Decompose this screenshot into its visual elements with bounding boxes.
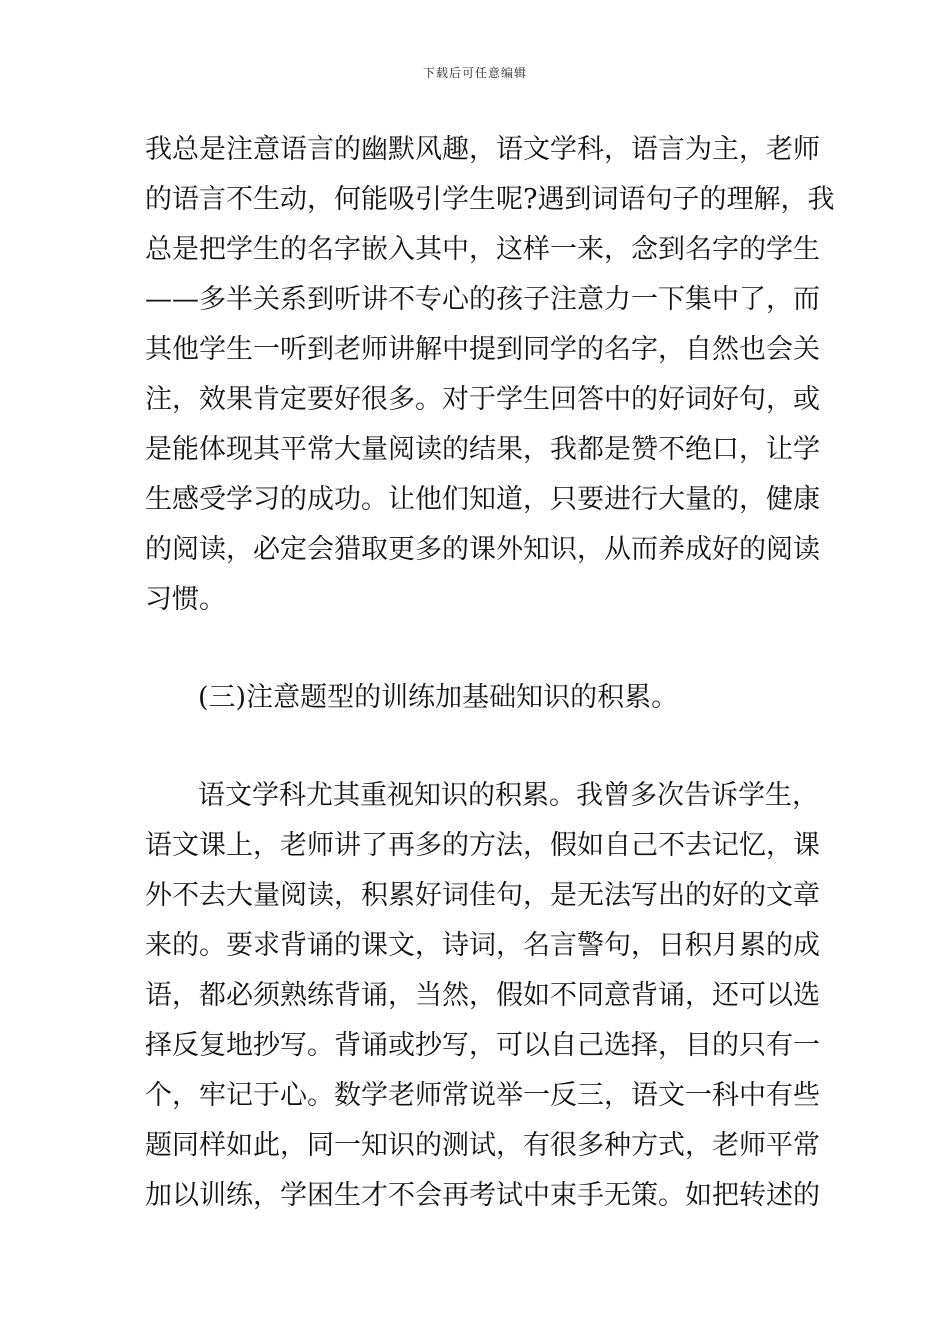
section-heading: (三)注意题型的训练加基础知识的积累。: [198, 682, 679, 713]
paragraph-line: 外不去大量阅读，积累好词佳句，是无法写出的好的文章: [145, 880, 820, 911]
paragraph-line: 的语言不生动，何能吸引学生呢?遇到词语句子的理解，我: [145, 184, 835, 215]
paragraph-line: 习惯。: [145, 584, 226, 615]
page-header: 下载后可任意编辑: [422, 66, 527, 80]
paragraph-line: 注，效果肯定要好很多。对于学生回答中的好词好句，或: [145, 384, 820, 415]
paragraph-line: 来的。要求背诵的课文，诗词，名言警句，日积月累的成: [145, 930, 820, 961]
paragraph-line: 个，牢记于心。数学老师常说举一反三，语文一科中有些: [145, 1080, 820, 1111]
paragraph-line: 我总是注意语言的幽默风趣，语文学科，语言为主，老师: [145, 134, 820, 165]
paragraph-line: 其他学生一听到老师讲解中提到同学的名字，自然也会关: [145, 334, 820, 365]
paragraph-line: 语，都必须熟练背诵，当然，假如不同意背诵，还可以选: [145, 980, 820, 1011]
paragraph-line: 语文课上，老师讲了再多的方法，假如自己不去记忆，课: [145, 830, 820, 861]
paragraph-line: ——多半关系到听讲不专心的孩子注意力一下集中了，而: [145, 284, 820, 315]
paragraph-line: 总是把学生的名字嵌入其中，这样一来，念到名字的学生: [145, 234, 820, 265]
paragraph-line: 语文学科尤其重视知识的积累。我曾多次告诉学生，: [198, 780, 819, 811]
paragraph-line: 生感受学习的成功。让他们知道，只要进行大量的，健康: [145, 484, 820, 515]
paragraph-line: 择反复地抄写。背诵或抄写，可以自己选择，目的只有一: [145, 1030, 820, 1061]
paragraph-line: 加以训练，学困生才不会再考试中束手无策。如把转述的: [145, 1180, 820, 1211]
paragraph-line: 是能体现其平常大量阅读的结果，我都是赞不绝口，让学: [145, 434, 820, 465]
paragraph-line: 题同样如此，同一知识的测试，有很多种方式，老师平常: [145, 1130, 820, 1161]
paragraph-line: 的阅读，必定会猎取更多的课外知识，从而养成好的阅读: [145, 534, 820, 565]
